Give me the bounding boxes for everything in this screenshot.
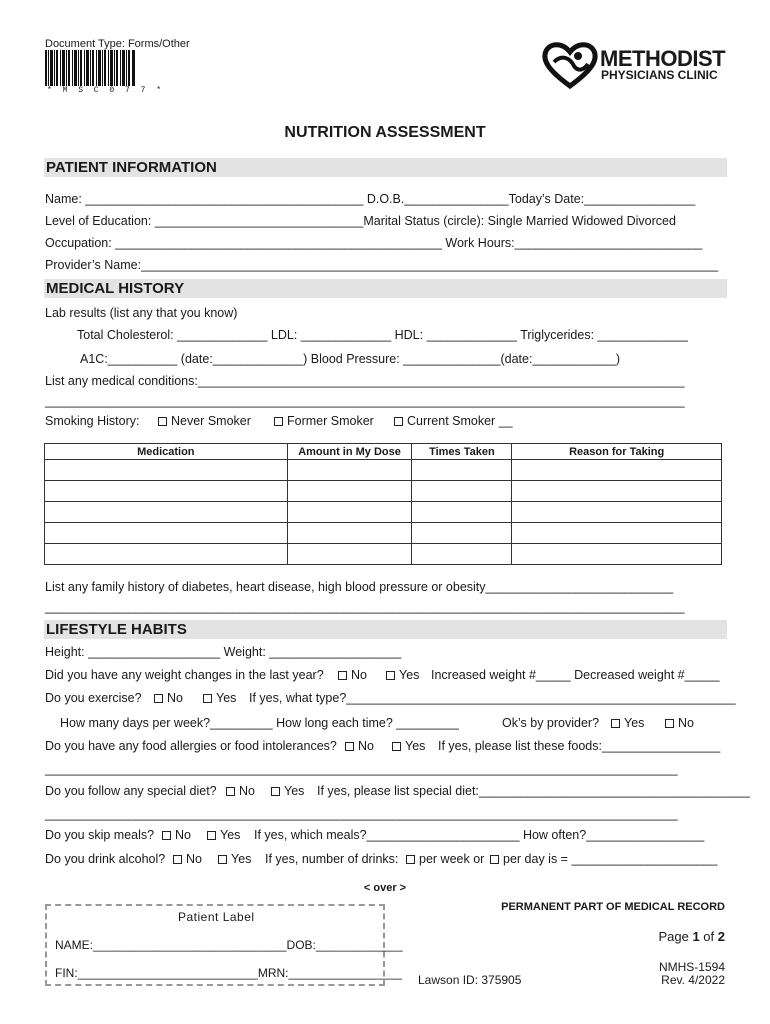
page-title: NUTRITION ASSESSMENT [284, 124, 486, 141]
skip-meals-yes[interactable]: Yes [207, 828, 240, 842]
allergies-list-line[interactable]: If yes, please list these foods:_________________ [438, 739, 721, 753]
occupation-line[interactable]: Occupation: _______________________________________________ Work Hours:___________________________ [45, 236, 703, 250]
former-smoker-option[interactable]: Former Smoker [274, 414, 374, 428]
checkbox-icon[interactable] [338, 671, 347, 680]
checkbox-icon[interactable] [218, 855, 227, 864]
oks-provider-no[interactable]: No [665, 716, 694, 730]
alcohol-yes[interactable]: Yes [218, 852, 251, 866]
alcohol-per-day[interactable]: per day is = _____________________ [490, 852, 717, 866]
conditions-continuation[interactable]: ____________________________________________________________________________________________ [45, 394, 685, 408]
revision-date: Rev. 4/2022 [661, 973, 725, 987]
heart-logo-icon [540, 40, 600, 90]
barcode-text: * M S C 0 7 7 * [47, 86, 165, 95]
alcohol-drinks-label: If yes, number of drinks: [265, 852, 399, 866]
permanent-record-label: PERMANENT PART OF MEDICAL RECORD [501, 901, 725, 913]
table-row[interactable] [45, 481, 722, 502]
label-fin-mrn[interactable]: FIN:___________________________MRN:_________________ [55, 966, 402, 980]
checkbox-icon[interactable] [611, 719, 620, 728]
family-history-line[interactable]: List any family history of diabetes, heart disease, high blood pressure or obesity___________________________ [45, 580, 674, 594]
over-indicator: < over > [363, 882, 407, 894]
medication-table [44, 443, 722, 565]
diet-yes[interactable]: Yes [271, 784, 304, 798]
diet-question: Do you follow any special diet? [45, 784, 217, 798]
exercise-yes[interactable]: Yes [203, 691, 236, 705]
skip-meals-details[interactable]: If yes, which meals?______________________ How often?_________________ [254, 828, 705, 842]
exercise-type-line[interactable]: If yes, what type?________________________________________________________ [249, 691, 736, 705]
exercise-days-line[interactable]: How many days per week?_________ How long each time? _________ [60, 716, 459, 730]
checkbox-icon[interactable] [207, 831, 216, 840]
checkbox-icon[interactable] [392, 742, 401, 751]
education-marital-line[interactable]: Level of Education: ______________________________Marital Status (circle): Single Married Widowed Divorced [45, 214, 676, 228]
barcode [45, 50, 135, 86]
times-header: Times Taken [412, 444, 512, 460]
checkbox-icon[interactable] [394, 417, 403, 426]
allergies-continuation[interactable]: ___________________________________________________________________________________________ [45, 762, 678, 776]
section-medical-history: MEDICAL HISTORY [44, 279, 727, 298]
skip-meals-question: Do you skip meals? [45, 828, 155, 842]
checkbox-icon[interactable] [274, 417, 283, 426]
table-row[interactable] [45, 544, 722, 565]
table-row[interactable] [45, 523, 722, 544]
checkbox-icon[interactable] [490, 855, 499, 864]
checkbox-icon[interactable] [162, 831, 171, 840]
form-number: NMHS-1594 [658, 960, 725, 974]
cholesterol-line[interactable]: Total Cholesterol: _____________ LDL: _____________ HDL: _____________ Triglycerides: _____________ [77, 328, 688, 342]
lawson-id: Lawson ID: 375905 [418, 973, 522, 987]
allergies-no[interactable]: No [345, 739, 374, 753]
exercise-question: Do you exercise? [45, 691, 142, 705]
oks-provider-yes[interactable]: Yes [611, 716, 644, 730]
lab-results-label: Lab results (list any that you know) [45, 306, 238, 320]
weight-change-no[interactable]: No [338, 668, 367, 682]
diet-no[interactable]: No [226, 784, 255, 798]
current-smoker-option[interactable]: Current Smoker __ [394, 414, 513, 428]
alcohol-no[interactable]: No [173, 852, 202, 866]
smoking-label: Smoking History: [45, 414, 140, 428]
exercise-no[interactable]: No [154, 691, 183, 705]
weight-change-question: Did you have any weight changes in the last year? [45, 668, 324, 682]
logo-sub-text: PHYSICIANS CLINIC [601, 68, 718, 82]
checkbox-icon[interactable] [406, 855, 415, 864]
table-row[interactable] [45, 460, 722, 481]
checkbox-icon[interactable] [226, 787, 235, 796]
reason-header: Reason for Taking [512, 444, 722, 460]
label-name-dob[interactable]: NAME:_____________________________DOB:_____________ [55, 938, 403, 952]
page-number: Page 1 of 2 [658, 929, 725, 944]
amount-header: Amount in My Dose [287, 444, 412, 460]
checkbox-icon[interactable] [271, 787, 280, 796]
name-dob-line[interactable]: Name: ________________________________________ D.O.B._______________Today’s Date:________________ [45, 192, 696, 206]
never-smoker-option[interactable]: Never Smoker [158, 414, 251, 428]
allergies-yes[interactable]: Yes [392, 739, 425, 753]
patient-label-title: Patient Label [178, 910, 255, 924]
checkbox-icon[interactable] [203, 694, 212, 703]
checkbox-icon[interactable] [386, 671, 395, 680]
document-type: Document Type: Forms/Other [45, 38, 190, 50]
family-history-continuation[interactable]: ____________________________________________________________________________________________ [45, 600, 685, 614]
oks-provider-label: Ok’s by provider? [502, 716, 600, 730]
diet-continuation[interactable]: ___________________________________________________________________________________________ [45, 807, 678, 821]
checkbox-icon[interactable] [173, 855, 182, 864]
checkbox-icon[interactable] [665, 719, 674, 728]
checkbox-icon[interactable] [158, 417, 167, 426]
checkbox-icon[interactable] [154, 694, 163, 703]
medication-header: Medication [45, 444, 288, 460]
height-weight-line[interactable]: Height: ___________________ Weight: ___________________ [45, 645, 402, 659]
provider-line[interactable]: Provider’s Name:___________________________________________________________________________________ [45, 258, 719, 272]
a1c-line[interactable]: A1C:__________ (date:_____________) Blood Pressure: ______________(date:____________) [80, 352, 621, 366]
diet-list-line[interactable]: If yes, please list special diet:_______________________________________ [317, 784, 751, 798]
logo-main-text: METHODIST [600, 46, 726, 71]
table-row[interactable] [45, 502, 722, 523]
weight-change-details[interactable]: Increased weight #_____ Decreased weight #_____ [431, 668, 720, 682]
skip-meals-no[interactable]: No [162, 828, 191, 842]
section-lifestyle-habits: LIFESTYLE HABITS [44, 620, 727, 639]
allergies-question: Do you have any food allergies or food intolerances? [45, 739, 337, 753]
weight-change-yes[interactable]: Yes [386, 668, 419, 682]
alcohol-per-week[interactable]: per week or [406, 852, 484, 866]
section-patient-information: PATIENT INFORMATION [44, 158, 727, 177]
conditions-line[interactable]: List any medical conditions:______________________________________________________________________ [45, 374, 685, 388]
checkbox-icon[interactable] [345, 742, 354, 751]
alcohol-question: Do you drink alcohol? [45, 852, 166, 866]
